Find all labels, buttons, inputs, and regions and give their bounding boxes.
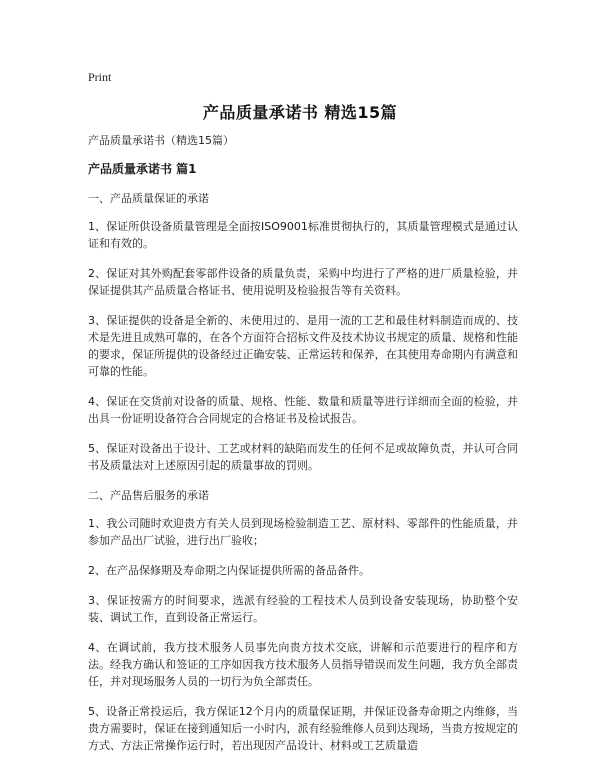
section-heading: 产品质量承诺书 篇1	[88, 162, 197, 176]
paragraph: 1、我公司随时欢迎贵方有关人员到现场检验制造工艺、原材料、零部件的性能质量，并参加产品出厂试验，进行出厂验收；	[88, 517, 518, 547]
part1-heading: 一、产品质量保证的承诺	[88, 192, 209, 205]
paragraph: 5、设备正常投运后，我方保证12个月内的质量保证期，并保证设备寿命期之内维修，当贵方需要时，保证在接到通知后一小时内，派有经验维修人员到达现场，当贵方按规定的方式、方法正常操作运行时，若出现因产品设计、材料或工艺质量造	[88, 705, 518, 752]
paragraph: 4、保证在交货前对设备的质量、规格、性能、数量和质量等进行详细而全面的检验，并出具一份证明设备符合合同规定的合格证书及检试报告。	[88, 395, 518, 425]
page-title: 产品质量承诺书 精选15篇	[202, 103, 398, 122]
print-label: Print	[88, 70, 112, 84]
document-subtitle: 产品质量承诺书（精选15篇）	[88, 134, 234, 147]
paragraph: 1、保证所供设备质量管理是全面按ISO9001标准贯彻执行的，其质量管理模式是通过认证和有效的。	[88, 220, 518, 250]
paragraph: 4、在调试前，我方技术服务人员事先向贵方技术交底，讲解和示范要进行的程序和方法。经我方确认和签证的工序如因我方技术服务人员指导错误而发生问题，我方负全部责任，并对现场服务人员的一切行为负全部责任。	[88, 641, 518, 688]
paragraph: 5、保证对设备出于设计、工艺或材料的缺陷而发生的任何不足或故障负责，并认可合同书及质量法对上述原因引起的质量事故的罚则。	[88, 442, 518, 472]
paragraph: 2、保证对其外购配套零部件设备的质量负责，采购中均进行了严格的进厂质量检验，并保证提供其产品质量合格证书、使用说明及检验报告等有关资料。	[88, 267, 518, 297]
paragraph: 2、在产品保修期及寿命期之内保证提供所需的备品备件。	[88, 564, 370, 577]
paragraph: 3、保证按需方的时间要求，选派有经验的工程技术人员到设备安装现场，协助整个安装、调试工作，直到设备正常运行。	[88, 594, 518, 624]
document-body	[88, 132, 518, 767]
paragraph: 3、保证提供的设备是全新的、未使用过的、是用一流的工艺和最佳材料制造而成的、技术是先进且成熟可靠的，在各个方面符合招标文件及技术协议书规定的质量、规格和性能的要求，保证所提供的设备经过正确安装、正常运转和保养，在其使用寿命期内有满意和可靠的性能。	[88, 314, 518, 378]
part2-heading: 二、产品售后服务的承诺	[88, 489, 209, 502]
